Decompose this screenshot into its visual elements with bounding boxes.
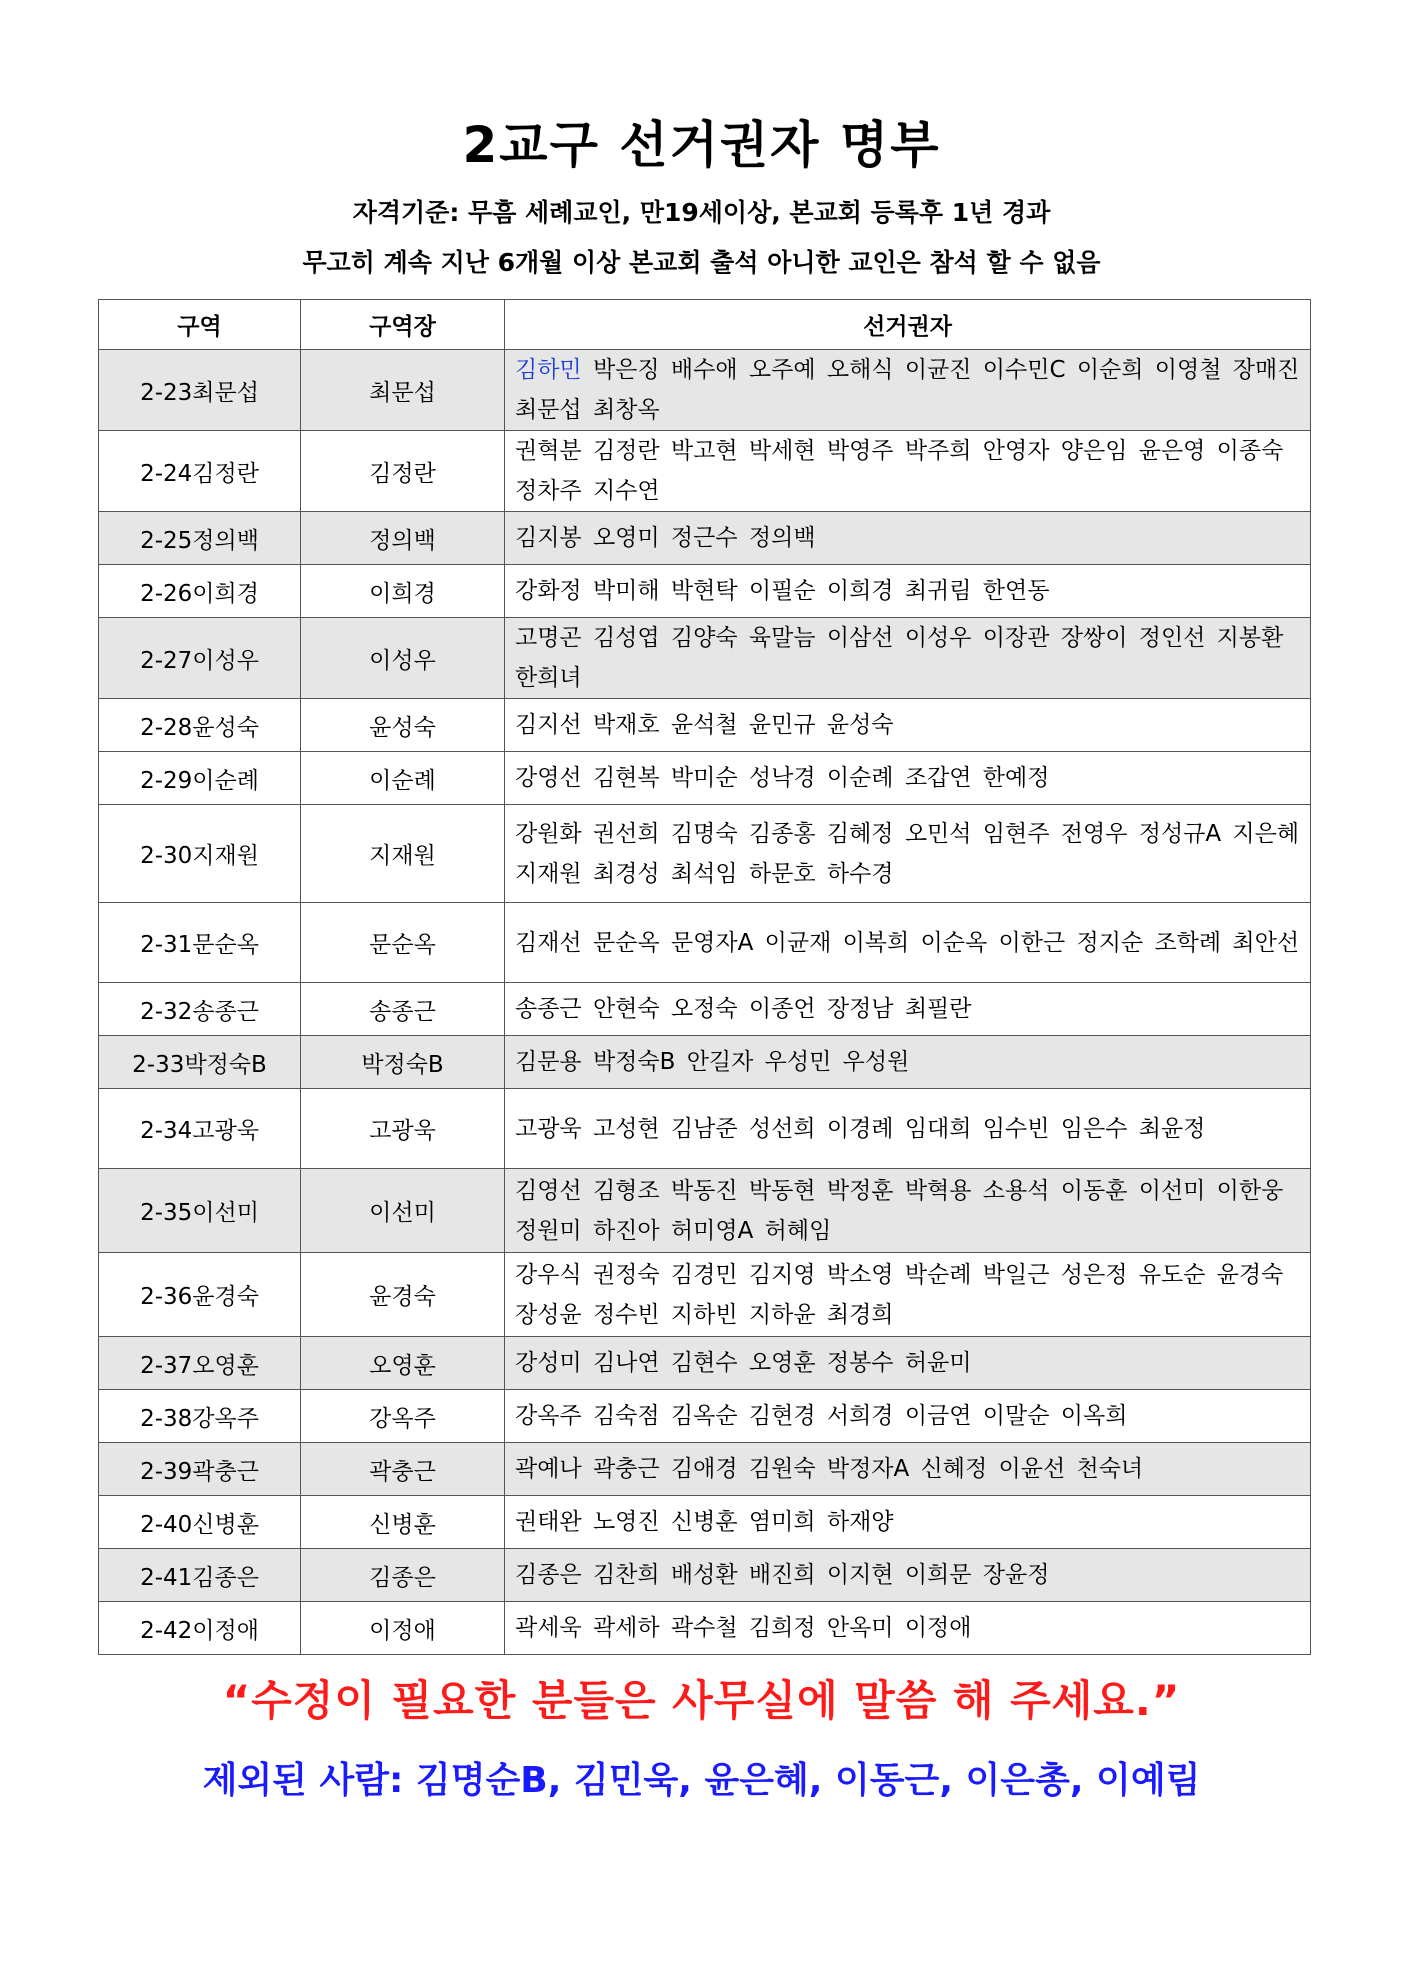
district-cell: 2-33박정숙B <box>99 1036 301 1089</box>
leader-cell: 윤성숙 <box>301 699 505 752</box>
leader-cell: 이성우 <box>301 618 505 699</box>
voters-cell: 강우식 권정숙 김경민 김지영 박소영 박순례 박일근 성은정 유도순 윤경숙 장성윤 정수빈 지하빈 지하윤 최경희 <box>505 1253 1311 1337</box>
table-row <box>99 1253 1311 1337</box>
header-district: 구역 <box>99 300 301 350</box>
table-row <box>99 1602 1311 1655</box>
table-row <box>99 752 1311 805</box>
district-cell: 2-31문순옥 <box>99 903 301 983</box>
leader-cell: 김종은 <box>301 1549 505 1602</box>
leader-cell: 지재원 <box>301 805 505 903</box>
table-row <box>99 565 1311 618</box>
header-voters: 선거권자 <box>505 300 1311 350</box>
table-row <box>99 512 1311 565</box>
table-row <box>99 983 1311 1036</box>
district-cell: 2-34고광욱 <box>99 1089 301 1169</box>
district-cell: 2-29이순례 <box>99 752 301 805</box>
correction-notice: “수정이 필요한 분들은 사무실에 말씀 해 주세요.” <box>222 1676 1181 1725</box>
table-row <box>99 805 1311 903</box>
table-row <box>99 350 1311 431</box>
district-cell: 2-26이희경 <box>99 565 301 618</box>
voters-cell: 곽세욱 곽세하 곽수철 김희정 안옥미 이정애 <box>505 1602 1311 1655</box>
leader-cell: 곽충근 <box>301 1443 505 1496</box>
district-cell: 2-24김정란 <box>99 431 301 512</box>
table-row <box>99 1443 1311 1496</box>
page-title: 2교구 선거권자 명부 <box>462 116 941 174</box>
leader-cell: 이희경 <box>301 565 505 618</box>
roster-body <box>99 350 1311 1655</box>
attendance-rule: 무고히 계속 지난 6개월 이상 본교회 출석 아니한 교인은 참석 할 수 없음 <box>302 248 1101 277</box>
table-row <box>99 1089 1311 1169</box>
voters-cell: 김종은 김찬희 배성환 배진희 이지현 이희문 장윤정 <box>505 1549 1311 1602</box>
table-header-row <box>99 300 1311 350</box>
header-leader: 구역장 <box>301 300 505 350</box>
voters-cell: 강원화 권선희 김명숙 김종홍 김혜정 오민석 임현주 전영우 정성규A 지은혜 지재원 최경성 최석임 하문호 하수경 <box>505 805 1311 903</box>
leader-cell: 박정숙B <box>301 1036 505 1089</box>
leader-cell: 신병훈 <box>301 1496 505 1549</box>
table-row <box>99 699 1311 752</box>
voters-cell: 김지봉 오영미 정근수 정의백 <box>505 512 1311 565</box>
leader-cell: 김정란 <box>301 431 505 512</box>
leader-cell: 윤경숙 <box>301 1253 505 1337</box>
table-row <box>99 903 1311 983</box>
leader-cell: 고광욱 <box>301 1089 505 1169</box>
voters-cell: 강화정 박미해 박현탁 이필순 이희경 최귀림 한연동 <box>505 565 1311 618</box>
district-cell: 2-35이선미 <box>99 1169 301 1253</box>
leader-cell: 오영훈 <box>301 1337 505 1390</box>
district-cell: 2-27이성우 <box>99 618 301 699</box>
district-cell: 2-32송종근 <box>99 983 301 1036</box>
voters-cell: 강성미 김나연 김현수 오영훈 정봉수 허윤미 <box>505 1337 1311 1390</box>
voters-cell: 김재선 문순옥 문영자A 이균재 이복희 이순옥 이한근 정지순 조학례 최안선 <box>505 903 1311 983</box>
voters-cell: 김문용 박정숙B 안길자 우성민 우성원 <box>505 1036 1311 1089</box>
district-cell: 2-25정의백 <box>99 512 301 565</box>
voters-cell: 권태완 노영진 신병훈 염미희 하재양 <box>505 1496 1311 1549</box>
leader-cell: 이순례 <box>301 752 505 805</box>
table-row <box>99 1337 1311 1390</box>
voters-cell: 권혁분 김정란 박고현 박세현 박영주 박주희 안영자 양은임 윤은영 이종숙 정차주 지수연 <box>505 431 1311 512</box>
district-cell: 2-41김종은 <box>99 1549 301 1602</box>
table-row <box>99 1036 1311 1089</box>
voters-cell: 고명곤 김성엽 김양숙 육말늠 이삼선 이성우 이장관 장쌍이 정인선 지봉환 한희녀 <box>505 618 1311 699</box>
leader-cell: 송종근 <box>301 983 505 1036</box>
voters-cell: 강영선 김현복 박미순 성낙경 이순례 조갑연 한예정 <box>505 752 1311 805</box>
district-cell: 2-38강옥주 <box>99 1390 301 1443</box>
district-cell: 2-37오영훈 <box>99 1337 301 1390</box>
district-cell: 2-23최문섭 <box>99 350 301 431</box>
leader-cell: 이선미 <box>301 1169 505 1253</box>
leader-cell: 강옥주 <box>301 1390 505 1443</box>
leader-cell: 문순옥 <box>301 903 505 983</box>
district-cell: 2-42이정애 <box>99 1602 301 1655</box>
district-cell: 2-36윤경숙 <box>99 1253 301 1337</box>
district-cell: 2-39곽충근 <box>99 1443 301 1496</box>
district-cell: 2-40신병훈 <box>99 1496 301 1549</box>
table-row <box>99 1549 1311 1602</box>
eligibility-criteria: 자격기준: 무흠 세례교인, 만19세이상, 본교회 등록후 1년 경과 <box>352 198 1051 227</box>
voters-cell: 송종근 안현숙 오정숙 이종언 장정남 최필란 <box>505 983 1311 1036</box>
table-row <box>99 618 1311 699</box>
district-cell: 2-30지재원 <box>99 805 301 903</box>
leader-cell: 이정애 <box>301 1602 505 1655</box>
table-row <box>99 1390 1311 1443</box>
table-row <box>99 1169 1311 1253</box>
voters-cell: 곽예나 곽충근 김애경 김원숙 박정자A 신혜정 이윤선 천숙녀 <box>505 1443 1311 1496</box>
voters-cell: 김영선 김형조 박동진 박동현 박정훈 박혁용 소용석 이동훈 이선미 이한웅 정원미 하진아 허미영A 허혜임 <box>505 1169 1311 1253</box>
district-cell: 2-28윤성숙 <box>99 699 301 752</box>
voter-names: 박은징 배수애 오주예 오해식 이균진 이수민C 이순희 이영철 장매진 최문섭 최창옥 <box>515 357 1300 423</box>
excluded-people: 제외된 사람: 김명순B, 김민욱, 윤은혜, 이동근, 이은총, 이예림 <box>202 1760 1201 1801</box>
voters-cell: 김지선 박재호 윤석철 윤민규 윤성숙 <box>505 699 1311 752</box>
voters-cell: 강옥주 김숙점 김옥순 김현경 서희경 이금연 이말순 이옥희 <box>505 1390 1311 1443</box>
voters-cell: 고광욱 고성현 김남준 성선희 이경례 임대희 임수빈 임은수 최윤정 <box>505 1089 1311 1169</box>
voter-roster-table <box>98 299 1311 1655</box>
leader-cell: 최문섭 <box>301 350 505 431</box>
table-row <box>99 1496 1311 1549</box>
voters-cell <box>505 350 1311 431</box>
highlighted-voter-name: 김하민 <box>515 357 582 383</box>
table-row <box>99 431 1311 512</box>
leader-cell: 정의백 <box>301 512 505 565</box>
